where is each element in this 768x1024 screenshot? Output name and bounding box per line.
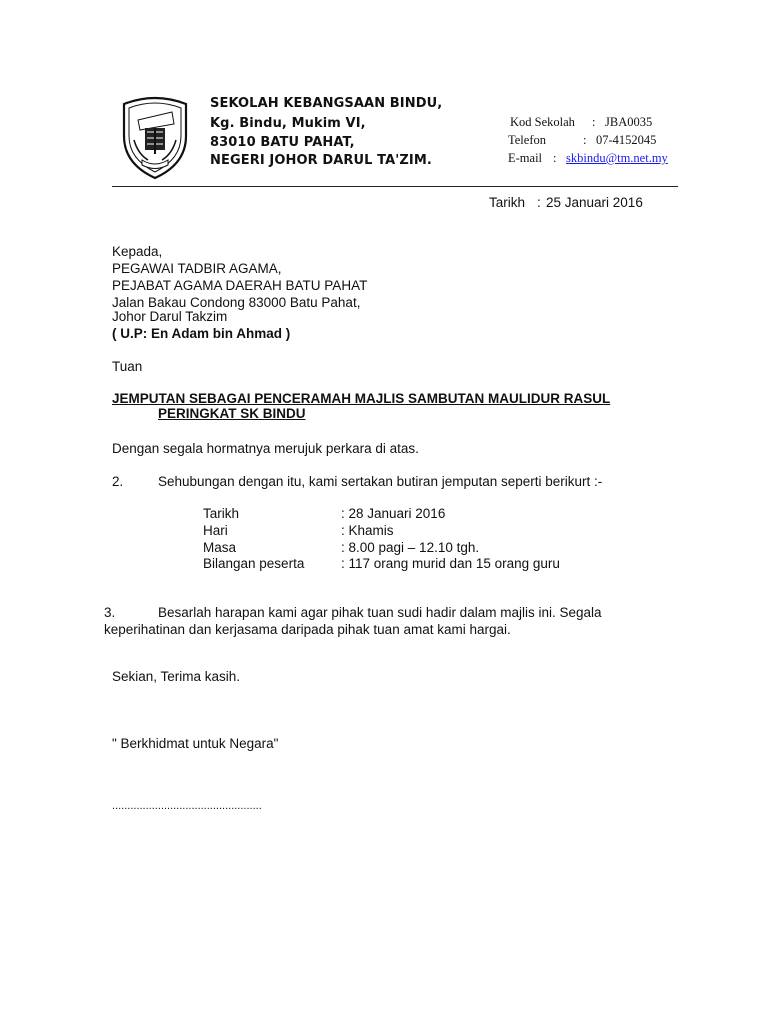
paragraph-1: Dengan segala hormatnya merujuk perkara di atas. [112, 441, 419, 456]
date-value: 25 Januari 2016 [546, 195, 643, 210]
motto: " Berkhidmat untuk Negara" [112, 736, 279, 751]
school-name: SEKOLAH KEBANGSAAN BINDU, [210, 96, 443, 111]
kod-sekolah-label: Kod Sekolah [510, 115, 575, 129]
kod-sekolah-sep: : [592, 115, 596, 129]
paragraph-3-line-1: Besarlah harapan kami agar pihak tuan sudi hadir dalam majlis ini. Segala [158, 605, 602, 620]
detail-value: : Khamis [341, 523, 394, 538]
date-sep: : [537, 195, 541, 210]
email-link[interactable]: skbindu@tm.net.my [566, 151, 668, 165]
closing: Sekian, Terima kasih. [112, 669, 241, 684]
recipient-line-4: Johor Darul Takzim [112, 309, 228, 324]
recipient-line-2: PEJABAT AGAMA DAERAH BATU PAHAT [112, 278, 368, 293]
email-label: E-mail [508, 151, 543, 165]
salutation: Tuan [112, 359, 143, 374]
detail-row-bilangan [203, 555, 603, 572]
letter-date [489, 194, 689, 211]
date-label: Tarikh [489, 195, 526, 210]
detail-label: Tarikh [203, 506, 240, 521]
address-line-2: 83010 BATU PAHAT, [210, 135, 355, 150]
recipient-attention: ( U.P: En Adam bin Ahmad ) [112, 326, 291, 341]
address-line-1: Kg. Bindu, Mukim VI, [210, 116, 366, 131]
recipient-line-3: Jalan Bakau Condong 83000 Batu Pahat, [112, 295, 361, 310]
detail-value: : 8.00 pagi – 12.10 tgh. [341, 540, 480, 555]
telefon-label: Telefon [508, 133, 546, 147]
recipient-kepada: Kepada, [112, 244, 163, 259]
detail-value: : 28 Januari 2016 [341, 506, 446, 521]
subject-line-2: PERINGKAT SK BINDU [158, 406, 306, 421]
header-divider [112, 186, 678, 187]
detail-row-tarikh [203, 505, 603, 522]
paragraph-3-number: 3. [104, 605, 116, 620]
school-crest-icon [118, 94, 192, 180]
detail-label: Hari [203, 523, 228, 538]
kod-sekolah-value: JBA0035 [605, 115, 653, 129]
telefon-sep: : [583, 133, 587, 147]
detail-label: Bilangan peserta [203, 556, 305, 571]
paragraph-3-line-2: keperihatinan dan kerjasama daripada pihak tuan amat kami hargai. [104, 622, 511, 637]
signature-line: ................................................. [112, 800, 262, 812]
detail-row-masa [203, 539, 603, 556]
email-sep: : [553, 151, 557, 165]
detail-row-hari [203, 522, 603, 539]
paragraph-2-text: Sehubungan dengan itu, kami sertakan butiran jemputan seperti berikurt :- [158, 474, 603, 489]
recipient-line-1: PEGAWAI TADBIR AGAMA, [112, 261, 282, 276]
detail-label: Masa [203, 540, 237, 555]
event-details [203, 505, 623, 575]
subject-line-1: JEMPUTAN SEBAGAI PENCERAMAH MAJLIS SAMBUTAN MAULIDUR RASUL [112, 391, 611, 406]
detail-value: : 117 orang murid dan 15 orang guru [341, 556, 560, 571]
contact-block [505, 115, 685, 175]
telefon-value: 07-4152045 [596, 133, 657, 147]
paragraph-2-number: 2. [112, 474, 124, 489]
address-line-3: NEGERI JOHOR DARUL TA'ZIM. [210, 153, 432, 168]
